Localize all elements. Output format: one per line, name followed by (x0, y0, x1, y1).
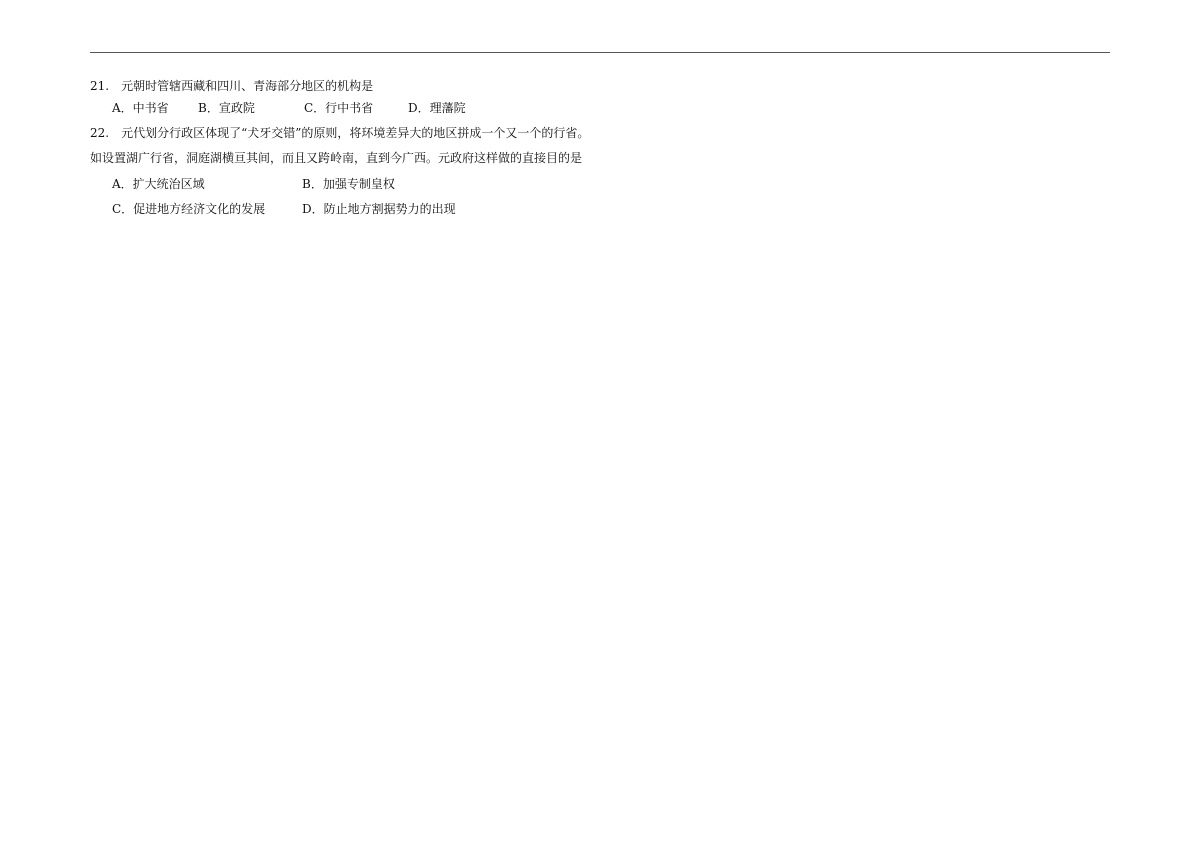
q22-line-1: 22. 元代划分行政区体现了“犬牙交错”的原则，将环境差异大的地区拼成一个又一个的行省。 (90, 126, 590, 140)
q21-opt-d: D．理藩院 (408, 101, 466, 115)
q22-opt-b: B．加强专制皇权 (302, 177, 395, 191)
q21-opt-b: B．宣政院 (198, 101, 255, 115)
q21-opt-a: A．中书省 (112, 101, 169, 115)
q22-opt-c: C．促进地方经济文化的发展 (112, 202, 266, 216)
q22-opt-d: D．防止地方割据势力的出现 (302, 202, 456, 216)
q22-opt-a: A．扩大统治区域 (112, 177, 205, 191)
q21-opt-c: C．行中书省 (304, 101, 374, 115)
header-rule (90, 52, 1110, 53)
q22-line-2: 如设置湖广行省，洞庭湖横亘其间，而且又跨岭南，直到今广西。元政府这样做的直接目的是 (90, 151, 583, 165)
q21-stem: 21. 元朝时管辖西藏和四川、青海部分地区的机构是 (90, 79, 374, 93)
